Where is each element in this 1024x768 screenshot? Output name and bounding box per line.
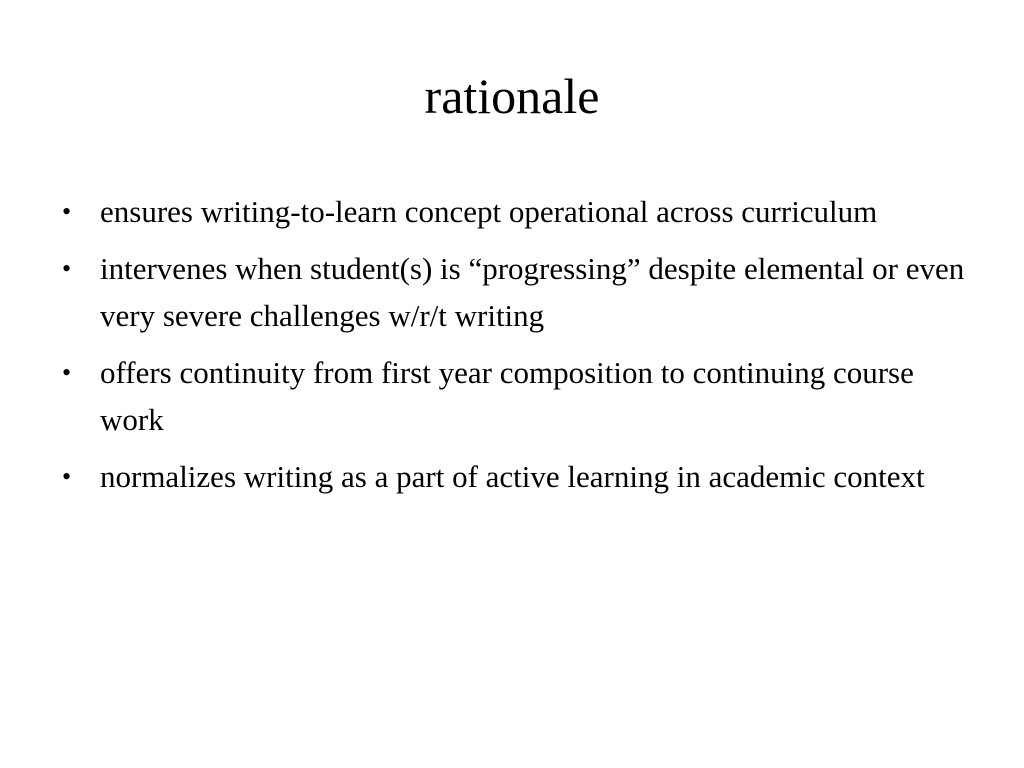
bullet-text: offers continuity from first year composition to continuing course work <box>100 355 914 437</box>
slide-title: rationale <box>424 68 600 124</box>
bullet-item <box>62 188 982 235</box>
bullet-text: ensures writing-to-learn concept operational across curriculum <box>100 194 878 229</box>
bullet-icon: • <box>62 462 72 491</box>
bullet-icon: • <box>62 197 72 226</box>
bullet-item <box>62 453 982 500</box>
bullet-icon: • <box>62 358 72 387</box>
bullet-item <box>62 245 982 339</box>
bullet-text: normalizes writing as a part of active learning in academic context <box>100 459 925 494</box>
bullet-list <box>62 188 982 510</box>
bullet-icon: • <box>62 254 72 283</box>
bullet-item <box>62 349 982 443</box>
bullet-text: intervenes when student(s) is “progressing” despite elemental or even very severe challenges w/r/t writing <box>100 251 965 333</box>
